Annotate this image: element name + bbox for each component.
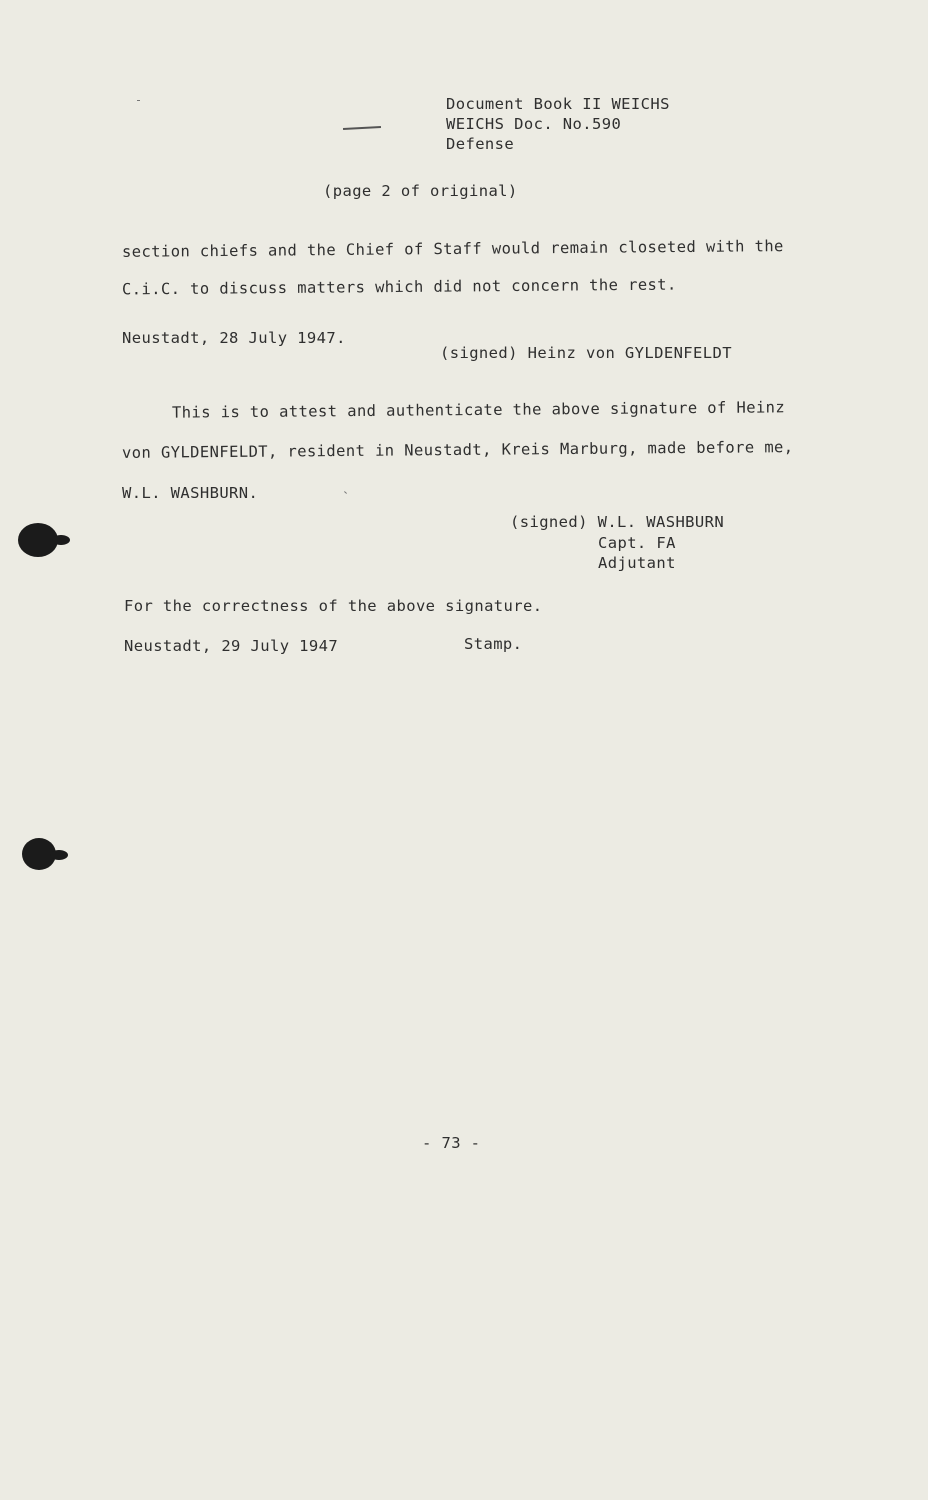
page-number: - 73 - [422,1134,481,1152]
document-header [446,94,706,154]
header-line-2: WEICHS Doc. No.590 [446,115,622,133]
signature-2-rank: Capt. FA [598,534,676,552]
date-line-1: Neustadt, 28 July 1947. [122,329,346,347]
signature-2-title: Adjutant [598,554,676,572]
paragraph-2-line-3: W.L. WASHBURN. [122,484,259,502]
paper-speck [344,491,347,494]
signature-2-name: (signed) W.L. WASHBURN [510,513,725,531]
pencil-mark [343,126,381,130]
date-line-2: Neustadt, 29 July 1947 [124,637,339,655]
paragraph-2-line-1: This is to attest and authenticate the above signature of Heinz [171,398,786,422]
paper-speck [137,100,140,101]
punch-hole-top [18,523,58,557]
correctness-statement: For the correctness of the above signature. [124,597,543,615]
page-note: (page 2 of original) [323,182,518,200]
paragraph-1-line-2: C.i.C. to discuss matters which did not concern the rest. [121,275,677,299]
header-line-3: Defense [446,135,515,153]
stamp-label: Stamp. [464,635,523,653]
paragraph-2-line-2: von GYLDENFELDT, resident in Neustadt, Kreis Marburg, made before me, [121,438,794,462]
header-line-1: Document Book II WEICHS [446,95,670,113]
punch-hole-bottom [22,838,56,870]
paragraph-1-line-1: section chiefs and the Chief of Staff would remain closeted with the [121,237,784,261]
signature-1: (signed) Heinz von GYLDENFELDT [440,344,732,362]
